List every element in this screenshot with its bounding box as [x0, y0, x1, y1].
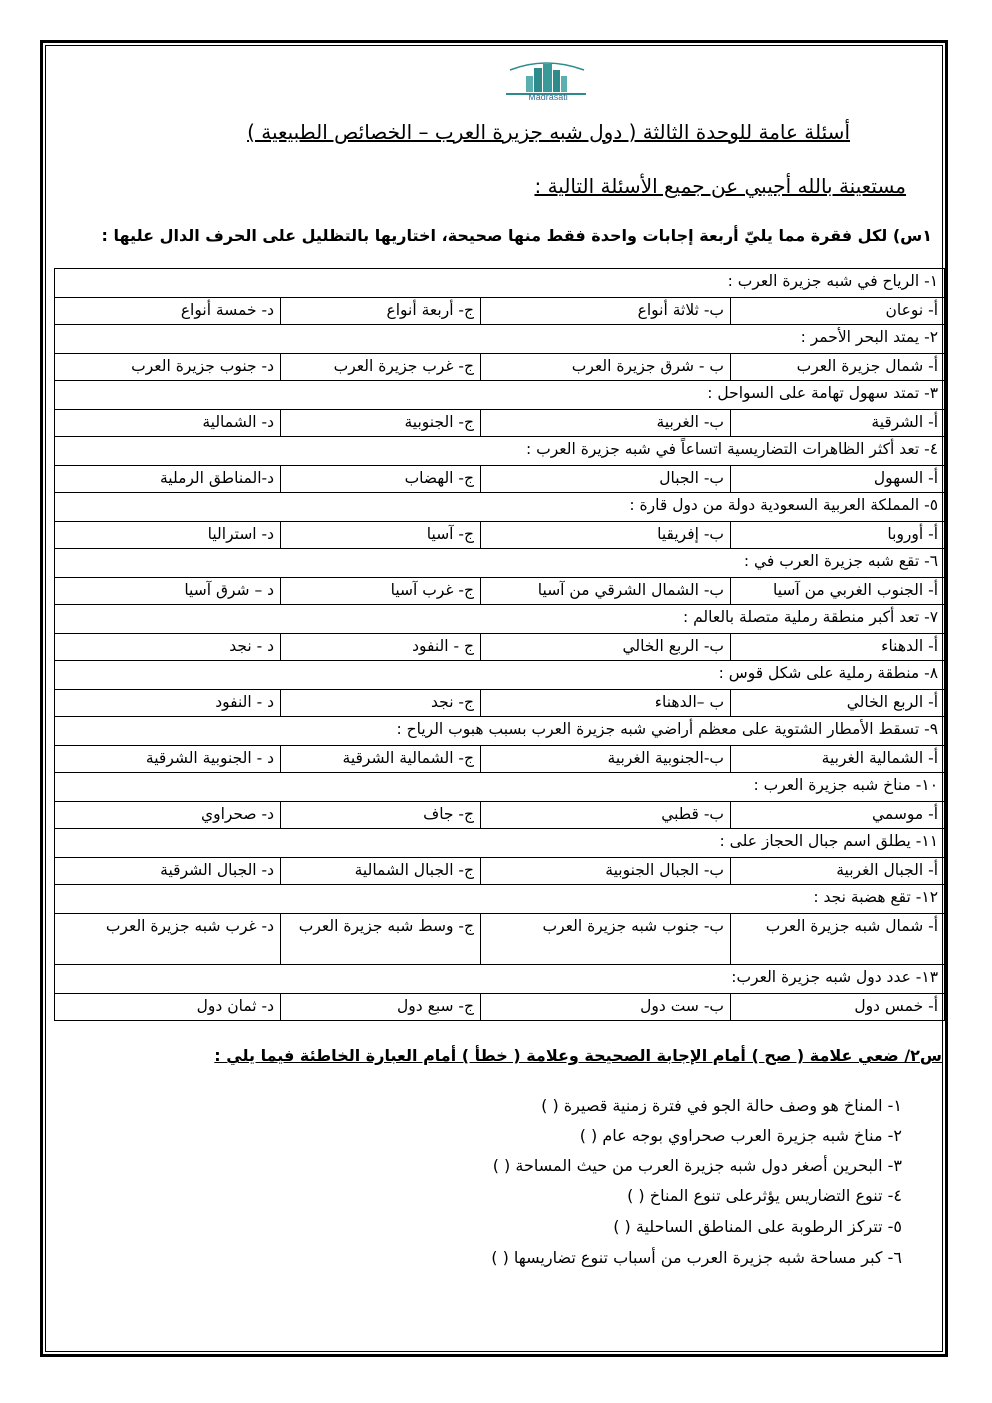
mcq-answers-row [55, 994, 945, 1021]
mcq-question: ١٢- تقع هضبة نجد : [55, 885, 945, 914]
mcq-option[interactable]: أ- الدهناء [731, 634, 945, 661]
tf-statement-4: ٤- تنوع التضاريس يؤثرعلى تنوع المناخ ( ) [627, 1186, 902, 1205]
mcq-question: ٣- تمتد سهول تهامة على السواحل : [55, 381, 945, 410]
mcq-option[interactable]: ب- الشمال الشرقي من آسيا [481, 578, 731, 605]
mcq-answers-row [55, 690, 945, 717]
mcq-question-row [55, 965, 945, 994]
mcq-option[interactable]: د - الجنوبية الشرقية [55, 746, 281, 773]
mcq-option[interactable]: ب- إفريقيا [481, 522, 731, 549]
mcq-question: ٢- يمتد البحر الأحمر : [55, 325, 945, 354]
mcq-option[interactable]: ج- الهضاب [281, 466, 481, 493]
mcq-question-row [55, 605, 945, 634]
mcq-option[interactable]: د- الشمالية [55, 410, 281, 437]
mcq-option[interactable]: أ- أوروبا [731, 522, 945, 549]
mcq-question-row [55, 661, 945, 690]
mcq-option[interactable]: ب –الدهناء [481, 690, 731, 717]
mcq-option[interactable]: ب- قطبي [481, 802, 731, 829]
mcq-answers-row [55, 634, 945, 661]
mcq-question-row [55, 717, 945, 746]
mcq-option[interactable]: أ- الجبال الغربية [731, 858, 945, 885]
tf-statement-5: ٥- تتركز الرطوبة على المناطق الساحلية ( ) [613, 1217, 902, 1236]
mcq-question-row [55, 325, 945, 354]
mcq-option[interactable]: ج- سبع دول [281, 994, 481, 1021]
mcq-answers-row [55, 466, 945, 493]
mcq-option[interactable]: ب- ثلاثة أنواع [481, 298, 731, 325]
mcq-question: ١- الرياح في شبه جزيرة العرب : [55, 269, 945, 298]
mcq-question: ٩- تسقط الأمطار الشتوية على معظم أراضي شبه جزيرة العرب بسبب هبوب الرياح : [55, 717, 945, 746]
mcq-question-row [55, 493, 945, 522]
mcq-question-row [55, 885, 945, 914]
mcq-option[interactable]: د-المناطق الرملية [55, 466, 281, 493]
mcq-option[interactable]: أ- شمال شبه جزيرة العرب [731, 914, 945, 965]
mcq-option[interactable]: ب- الربع الخالي [481, 634, 731, 661]
mcq-question-row [55, 773, 945, 802]
mcq-option[interactable]: ج- الجبال الشمالية [281, 858, 481, 885]
mcq-option[interactable]: ب- جنوب شبه جزيرة العرب [481, 914, 731, 965]
tf-statement-1: ١- المناخ هو وصف حالة الجو في فترة زمنية قصيرة ( ) [541, 1096, 902, 1115]
mcq-question: ٤- تعد أكثر الظاهرات التضاريسية اتساعاً في شبه جزيرة العرب : [55, 437, 945, 466]
mcq-option[interactable]: أ- الربع الخالي [731, 690, 945, 717]
mcq-option[interactable]: د - نجد [55, 634, 281, 661]
mcq-option[interactable]: ج- الجنوبية [281, 410, 481, 437]
mcq-option[interactable]: ج- جاف [281, 802, 481, 829]
mcq-answers-row [55, 578, 945, 605]
mcq-option[interactable]: د- جنوب جزيرة العرب [55, 354, 281, 381]
mcq-option[interactable]: ج - النفود [281, 634, 481, 661]
mcq-option[interactable]: أ- الشمالية الغربية [731, 746, 945, 773]
mcq-option[interactable]: د- خمسة أنواع [55, 298, 281, 325]
mcq-question: ٥- المملكة العربية السعودية دولة من دول قارة : [55, 493, 945, 522]
mcq-answers-row [55, 746, 945, 773]
mcq-option[interactable]: ج- أربعة أنواع [281, 298, 481, 325]
mcq-answers-row [55, 354, 945, 381]
mcq-question: ١٠- مناخ شبه جزيرة العرب : [55, 773, 945, 802]
mcq-option[interactable]: ج- آسيا [281, 522, 481, 549]
mcq-question: ٦- تقع شبه جزيرة العرب في : [55, 549, 945, 578]
mcq-option[interactable]: ب- الجبال [481, 466, 731, 493]
mcq-question: ٨- منطقة رملية على شكل قوس : [55, 661, 945, 690]
mcq-option[interactable]: ب- ست دول [481, 994, 731, 1021]
mcq-option[interactable]: ب- الجبال الجنوبية [481, 858, 731, 885]
mcq-option[interactable]: د- غرب شبه جزيرة العرب [55, 914, 281, 965]
mcq-option[interactable]: ج- غرب آسيا [281, 578, 481, 605]
mcq-option[interactable]: د – شرق آسيا [55, 578, 281, 605]
question-2-instruction: س٢/ ضعي علامة ( صح ) أمام الإجابة الصحيحة وعلامة ( خطأ ) أمام العبارة الخاطئة فيما يلي : [214, 1046, 942, 1065]
mcq-option[interactable]: ج- غرب جزيرة العرب [281, 354, 481, 381]
mcq-option[interactable]: د- ثمان دول [55, 994, 281, 1021]
mcq-table [54, 268, 945, 1021]
mcq-option[interactable]: ج- الشمالية الشرقية [281, 746, 481, 773]
mcq-question: ١٣- عدد دول شبه جزيرة العرب: [55, 965, 945, 994]
mcq-option[interactable]: د- استراليا [55, 522, 281, 549]
mcq-option[interactable]: د- صحراوي [55, 802, 281, 829]
mcq-option[interactable]: أ- شمال جزيرة العرب [731, 354, 945, 381]
mcq-option[interactable]: ب-الجنوبية الغربية [481, 746, 731, 773]
tf-statement-3: ٣- البحرين أصغر دول شبه جزيرة العرب من حيث المساحة ( ) [492, 1156, 902, 1175]
mcq-option[interactable]: ج- نجد [281, 690, 481, 717]
page-subtitle: مستعينة بالله أجيبي عن جميع الأسئلة التالية : [534, 174, 906, 198]
mcq-answers-row [55, 914, 945, 965]
mcq-answers-row [55, 522, 945, 549]
mcq-option[interactable]: ب - شرق جزيرة العرب [481, 354, 731, 381]
mcq-question-row [55, 829, 945, 858]
tf-statement-6: ٦- كبر مساحة شبه جزيرة العرب من أسباب تنوع تضاريسها ( ) [491, 1248, 902, 1267]
mcq-option[interactable]: أ- نوعان [731, 298, 945, 325]
mcq-option[interactable]: أ- السهول [731, 466, 945, 493]
mcq-question: ١١- يطلق اسم جبال الحجاز على : [55, 829, 945, 858]
mcq-answers-row [55, 298, 945, 325]
mcq-question: ٧- تعد أكبر منطقة رملية متصلة بالعالم : [55, 605, 945, 634]
mcq-option[interactable]: د- الجبال الشرقية [55, 858, 281, 885]
mcq-option[interactable]: ج- وسط شبه جزيرة العرب [281, 914, 481, 965]
mcq-option[interactable]: أ- الشرقية [731, 410, 945, 437]
mcq-answers-row [55, 858, 945, 885]
mcq-question-row [55, 549, 945, 578]
mcq-option[interactable]: أ- خمس دول [731, 994, 945, 1021]
mcq-option[interactable]: د - النفود [55, 690, 281, 717]
question-1-instruction: ١س) لكل فقرة مما يليّ أربعة إجابات واحدة فقط منها صحيحة، اختاريها بالتظليل على الحرف الدال عليها : [101, 226, 932, 245]
mcq-option[interactable]: ب- الغربية [481, 410, 731, 437]
mcq-answers-row [55, 802, 945, 829]
mcq-question-row [55, 269, 945, 298]
mcq-option[interactable]: أ- موسمي [731, 802, 945, 829]
mcq-option[interactable]: أ- الجنوب الغربي من آسيا [731, 578, 945, 605]
mcq-question-row [55, 381, 945, 410]
tf-statement-2: ٢- مناخ شبه جزيرة العرب صحراوي بوجه عام ( ) [579, 1126, 902, 1145]
mcq-question-row [55, 437, 945, 466]
mcq-answers-row [55, 410, 945, 437]
logo-text: Madrasati [528, 92, 568, 102]
page-title: أسئلة عامة للوحدة الثالثة ( دول شبه جزيرة العرب – الخصائص الطبيعية ) [247, 120, 850, 144]
